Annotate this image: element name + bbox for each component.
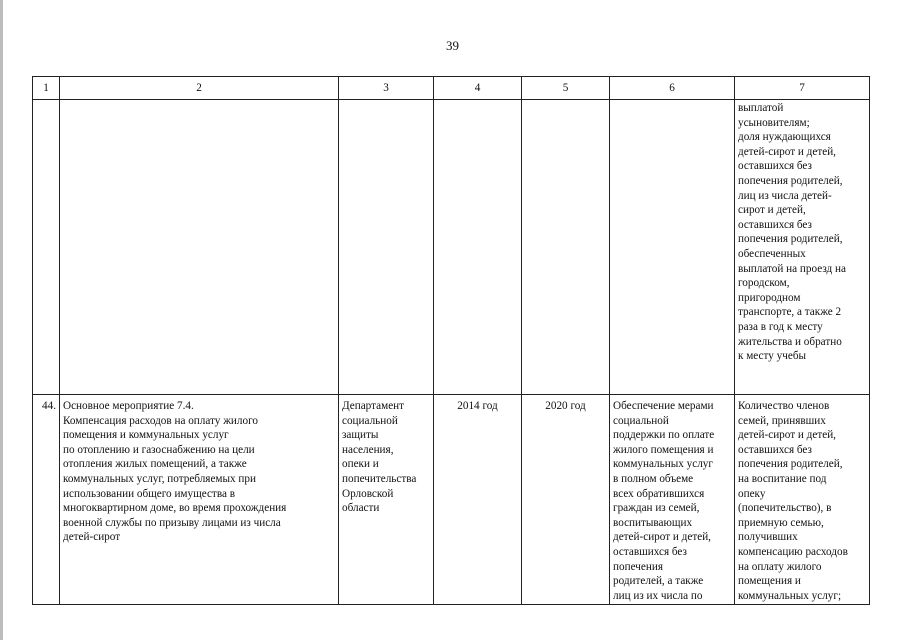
scan-edge-shadow bbox=[0, 0, 3, 640]
header-col-2: 2 bbox=[60, 77, 339, 100]
page-number: 39 bbox=[446, 38, 459, 53]
cell-end: 2020 год bbox=[522, 395, 610, 605]
header-col-4: 4 bbox=[434, 77, 522, 100]
cell-measure bbox=[60, 100, 339, 395]
cell-executor bbox=[339, 100, 434, 395]
cell-executor: Департамент социальной защиты населения, опеки и попечительства Орловской области bbox=[339, 395, 434, 605]
header-col-6: 6 bbox=[610, 77, 735, 100]
cell-result: Обеспечение мерами социальной поддержки по оплате жилого помещения и коммунальных услуг в полном объеме всех обратившихся граждан из семей, воспитывающих детей-сирот и детей, оставшихся без попечения родителей, а также лиц из их числа по bbox=[610, 395, 735, 605]
cell-measure: Основное мероприятие 7.4. Компенсация расходов на оплату жилого помещения и коммунальных услуг по отоплению и газоснабжению на цели отопления жилых помещений, а также коммунальных услуг, потребляемых при использовании общего имущества в многоквартирном доме, во время прохождения военной службы по призыву лицами из числа детей-сирот bbox=[60, 395, 339, 605]
table-header-row bbox=[33, 77, 870, 100]
cell-indicator: выплатой усыновителям; доля нуждающихся детей-сирот и детей, оставшихся без попечения родителей, лиц из числа детей- сирот и детей, оставшихся без попечения родителей, обеспеченных выплатой на проезд на городском, пригородном транспорте, а также 2 раза в год к месту жительства и обратно к месту учебы bbox=[735, 100, 870, 395]
cell-indicator: Количество членов семей, принявших детей-сирот и детей, оставшихся без попечения родителей, на воспитание под опеку (попечительство), в приемную семью, получивших компенсацию расходов на оплату жилого помещения и коммунальных услуг; bbox=[735, 395, 870, 605]
header-col-5: 5 bbox=[522, 77, 610, 100]
cell-start: 2014 год bbox=[434, 395, 522, 605]
cell-result bbox=[610, 100, 735, 395]
cell-start bbox=[434, 100, 522, 395]
cell-number: 44. bbox=[33, 395, 60, 605]
program-measures-table bbox=[32, 76, 870, 605]
header-col-1: 1 bbox=[33, 77, 60, 100]
table-row-44 bbox=[33, 395, 870, 605]
header-col-7: 7 bbox=[735, 77, 870, 100]
cell-end bbox=[522, 100, 610, 395]
cell-number bbox=[33, 100, 60, 395]
header-col-3: 3 bbox=[339, 77, 434, 100]
table-row-continuation bbox=[33, 100, 870, 395]
